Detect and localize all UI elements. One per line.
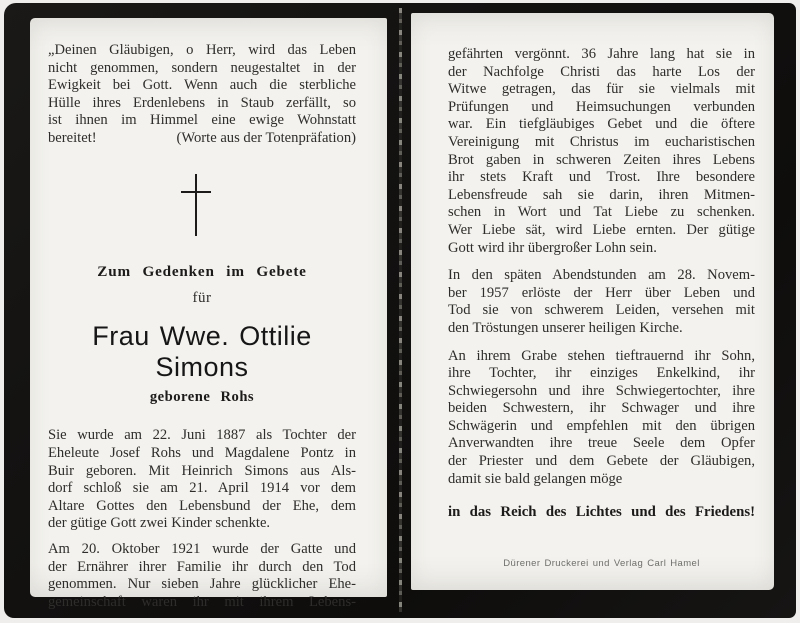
dedication-preposition: für (192, 290, 212, 307)
biography-paragraph (448, 267, 755, 337)
text-line: ihr stets Kraft und Trost. Ihre besondere (448, 169, 755, 186)
text-line: der Nachfolge Christi das harte Los der (448, 63, 755, 80)
text-line: Altare Gottes den Lebensbund der Ehe, dem (48, 497, 356, 514)
dedication-heading: Zum Gedenken im Gebete (97, 262, 307, 280)
maiden-name: geborene Rohs (149, 388, 255, 405)
text-line: Sie wurde am 22. Juni 1887 als Tochter der (48, 427, 356, 444)
quote-closing-word: bereitet! (48, 129, 97, 146)
biography-paragraph (48, 541, 356, 611)
text-line: Schwägerin und empfehlen mit den übrigen (448, 417, 755, 434)
closing-prayer-line: in das Reich des Lichtes und des Friedens! (448, 504, 755, 521)
text-line: Vereinigung mit Christus im eucharistischen (448, 133, 755, 150)
text-line: Schwiegersohn und ihre Schwiegertochter, ihre (448, 382, 755, 399)
opening-quote-last-line (48, 130, 356, 148)
text-line: beiden Schwestern, ihr Schwager und ihre (448, 400, 755, 417)
text-line: gefährten vergönnt. 36 Jahre lang hat sie in (448, 46, 755, 62)
text-line: Hülle ihres Erdenlebens in Staub zerfällt, so (48, 94, 356, 111)
text-line: Am 20. Oktober 1921 wurde der Gatte und (48, 540, 356, 557)
text-line: dorf schloß sie am 21. April 1914 vor dem (48, 480, 356, 497)
text-line: Gott wird ihr übergroßer Lohn sein. (448, 239, 657, 256)
text-line: ist ihnen im Himmel eine ewige Wohnstatt (48, 112, 356, 129)
text-line: der gütige Gott zwei Kinder schenkte. (48, 515, 271, 532)
text-line: Ewigkeit bei Gott. Wenn auch die sterbliche (48, 77, 356, 94)
text-line: Buir geboren. Mit Heinrich Simons aus Als- (48, 462, 356, 479)
biography-paragraph (448, 46, 755, 257)
text-line: ihre Tochter, ihr einziges Enkelkind, ihr (448, 365, 755, 382)
text-line: Lebensfreude sah sie darin, ihren Mitmen- (448, 186, 755, 203)
text-line: ber 1957 erlöste der Herr über Leben und (448, 284, 755, 301)
center-fold-crease (399, 8, 402, 612)
text-line: gemeinschaft waren ihr mit ihrem Lebens- (48, 593, 356, 610)
text-line: „Deinen Gläubigen, o Herr, wird das Leben (48, 42, 356, 58)
text-line: Tod sie von schwerem Leiden, versehen mit (448, 302, 755, 319)
opening-quote (48, 42, 356, 148)
text-line: In den späten Abendstunden am 28. Novem- (448, 267, 755, 284)
text-line: der Priester und dem Gebete der Gläubigen, (448, 453, 755, 470)
text-line: den Tröstungen unserer heiligen Kirche. (448, 319, 683, 336)
text-line: nicht genommen, sondern neugestaltet in der (48, 59, 356, 76)
text-line: schen in Wort und Tat Liebe zu schenken. (448, 204, 755, 221)
text-line: der Ernährer ihrer Familie ihr durch den Tod (48, 558, 356, 575)
text-line: Eheleute Josef Rohs und Magdalene Pontz in (48, 444, 356, 461)
quote-attribution: (Worte aus der Totenpräfation) (176, 129, 356, 146)
text-line: Wer Liebe sät, wird Liebe ernten. Der gütige (448, 221, 755, 238)
biography-paragraph (48, 427, 356, 533)
opening-quote-lines (48, 42, 356, 130)
text-line: war. Ein tiefgläubiges Gebet und die öftere (448, 116, 755, 133)
text-line: damit sie bald gelangen möge (448, 470, 623, 487)
biography-paragraph (448, 348, 755, 489)
text-line: Witwe getragen, das für sie vielmals mit (448, 81, 755, 98)
text-line: Prüfungen und Heimsuchungen verbunden (448, 98, 755, 115)
text-line: genommen. Nur sieben Jahre glücklicher Ehe- (48, 576, 356, 593)
deceased-name: Frau Wwe. Ottilie Simons (92, 320, 312, 382)
text-line: An ihrem Grabe stehen tieftrauernd ihr Sohn, (448, 347, 755, 364)
latin-cross-icon (48, 174, 356, 236)
memorial-card-left-page (30, 18, 387, 610)
memorial-card-right-page (411, 13, 774, 590)
text-line: Anverwandten ihre treue Seele dem Opfer (448, 435, 755, 452)
printer-imprint: Dürener Druckerei und Verlag Carl Hamel (503, 558, 700, 570)
text-line: Brot gaben in schweren Zeiten ihres Lebens (448, 151, 755, 168)
